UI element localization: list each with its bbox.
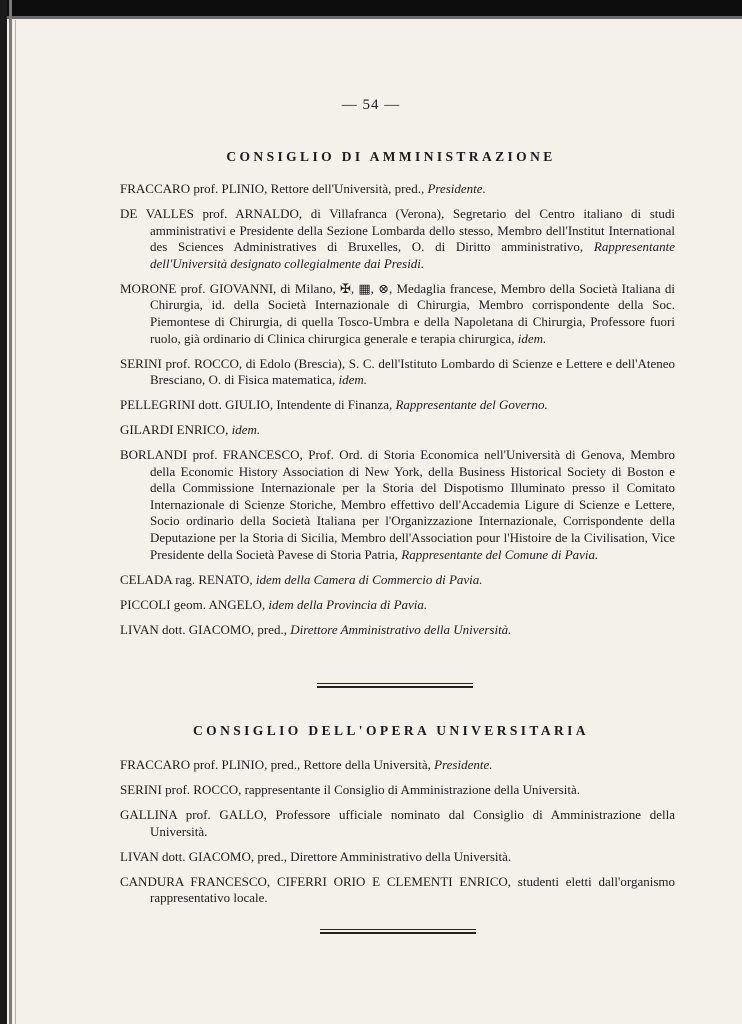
entry-morone: MORONE prof. GIOVANNI, di Milano, ✠, ▦, ⊗, Medaglia francese, Membro della Società Italiana di Chirurgia, id. della Società Internazionale di Chirurgia, Membro corrispondente della Soc. Piemontese di Chirurgia, di quella Tosco-Umbra e della Napoletana di Chirurgia, Professore fuori ruolo, già ordinario di Clinica chirurgica generale e terapia chirurgica, idem. [120,280,675,346]
entry-serini: SERINI prof. ROCCO, di Edolo (Brescia), S. C. dell'Istituto Lombardo di Scienze e Lettere e dell'Ateneo Bresciano, O. di Fisica matematica, idem. [120,355,675,388]
entry-borlandi: BORLANDI prof. FRANCESCO, Prof. Ord. di Storia Economica nell'Università di Genova, Membro della Economic History Association di New York, della Business Historical Society di Boston e della Commissione Internazionale per la Storia del Dispotismo Illuminato presso il Comitato Internazionale di Scienze Storiche, Membro effettivo dell'Accademia Ligure di Scienze e Lettere, Socio ordinario della Società Italiana per l'Organizzazione Internazionale, Corrispondente della Deputazione per la Storia di Sicilia, Membro dell'Association pour l'Histoire de la Civilisation, Vice Presidente della Società Pavese di Storia Patria, Rappresentante del Comune di Pavia. [120,447,675,562]
entry-fraccaro: FRACCARO prof. PLINIO, Rettore dell'Università, pred., Presidente. [120,181,486,196]
scan-top-border [0,0,742,16]
page-number: — 54 — [341,97,401,113]
entry-studenti-opera: CANDURA FRANCESCO, CIFERRI ORIO E CLEMENTI ENRICO, studenti eletti dall'organismo rappresentativo locale. [120,873,675,906]
section-divider-end [320,929,476,935]
scan-left-shadow [15,20,16,1024]
section-divider [317,683,473,689]
entry-celada: CELADA rag. RENATO, idem della Camera di Commercio di Pavia. [120,571,483,587]
entry-gallina-opera: GALLINA prof. GALLO, Professore ufficiale nominato dal Consiglio di Amministrazione della Università. [120,806,675,839]
entry-serini-opera: SERINI prof. ROCCO, rappresentante il Consiglio di Amministrazione della Università. [120,781,580,797]
entry-gilardi: GILARDI ENRICO, idem. [120,422,261,438]
entry-livan: LIVAN dott. GIACOMO, pred., Direttore Amministrativo della Università. [120,621,512,637]
entry-pellegrini: PELLEGRINI dott. GIULIO, Intendente di Finanza, Rappresentante del Governo. [120,397,548,413]
entry-de-valles: DE VALLES prof. ARNALDO, di Villafranca (Verona), Segretario del Centro italiano di studi amministrativi e Presidente della Sezione Lombarda dello stesso, Membro dell'Institut International des Sciences Administratives di Bruxelles, O. di Diritto amministrativo, Rappresentante dell'Università designato collegialmente dai Presidi. [120,205,675,271]
scan-left-edge [9,0,12,1024]
entries-consiglio-amministrazione [120,181,675,647]
scan-left-border [0,0,7,1024]
entry-livan-opera: LIVAN dott. GIACOMO, pred., Direttore Amministrativo della Università. [120,848,512,864]
entry-piccoli: PICCOLI geom. ANGELO, idem della Provincia di Pavia. [120,596,428,612]
section-title-consiglio-amministrazione: CONSIGLIO DI AMMINISTRAZIONE [226,149,556,164]
entries-opera-universitaria [120,757,675,915]
entry-fraccaro-opera: FRACCARO prof. PLINIO, pred., Rettore della Università, Presidente. [120,757,493,772]
section-title-opera-universitaria: CONSIGLIO DELL'OPERA UNIVERSITARIA [193,723,589,738]
scan-top-edge [0,16,742,19]
